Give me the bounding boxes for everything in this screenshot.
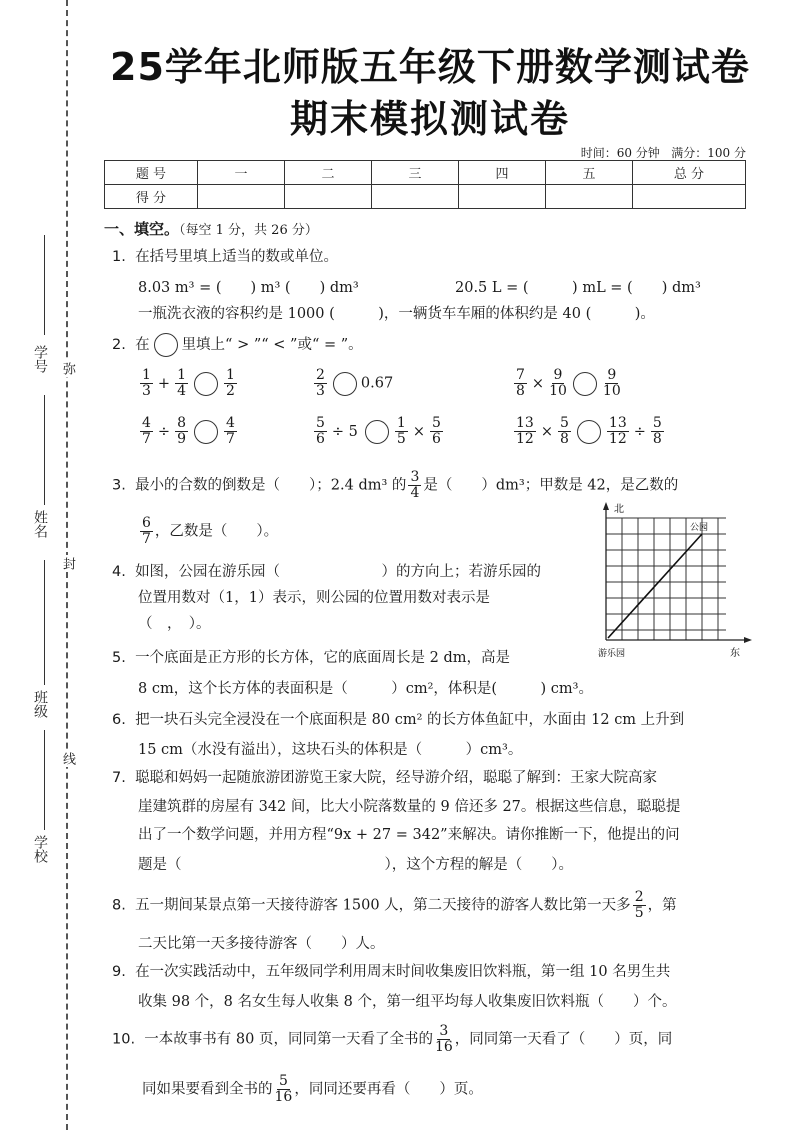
answer-circle[interactable] bbox=[365, 420, 389, 444]
q3-text-a: 最小的合数的倒数是（ ）；2.4 dm³ 的 bbox=[135, 477, 407, 494]
compare-value: 0.67 bbox=[360, 375, 394, 392]
q2-number: 2. bbox=[112, 337, 126, 353]
q2-pre: 在 bbox=[135, 337, 150, 353]
frac-den: 4 bbox=[410, 485, 420, 501]
frac-num: 13 bbox=[608, 415, 627, 431]
frac-den: 6 bbox=[431, 431, 441, 447]
q5-line-2: 8 cm，这个长方体的表面积是（ ）cm²，体积是( ) cm³。 bbox=[138, 681, 593, 697]
frac-num: 9 bbox=[607, 367, 617, 383]
th-1: 一 bbox=[198, 161, 285, 185]
th-2: 二 bbox=[285, 161, 372, 185]
q3-line-2 bbox=[138, 516, 278, 547]
frac-num: 9 bbox=[553, 367, 563, 383]
operator: + bbox=[157, 375, 171, 392]
q10-text-1b: ，同同第一天看了（ ）页，同 bbox=[454, 1031, 673, 1048]
frac-num: 5 bbox=[316, 415, 325, 431]
q1-text: 在括号里填上适当的数或单位。 bbox=[135, 249, 339, 265]
exam-title: 25学年北师版五年级下册数学测试卷 bbox=[110, 45, 750, 89]
score-value-row bbox=[105, 185, 746, 209]
side-label-xuexiao: 学校 bbox=[32, 835, 48, 863]
q2-stem bbox=[112, 333, 363, 357]
score-header-row bbox=[105, 161, 746, 185]
map-park-label: 公园 bbox=[690, 523, 709, 533]
frac-den: 5 bbox=[634, 905, 644, 921]
answer-circle[interactable] bbox=[577, 420, 601, 444]
exam-meta bbox=[581, 144, 746, 161]
q10-text-2: 同如果要看到全书的 bbox=[142, 1081, 273, 1098]
q7-line-3: 出了一个数学问题，并用方程“9x + 27 = 342”来解决。请你推断一下，他提出的问 bbox=[138, 827, 680, 843]
q2-item-6 bbox=[512, 416, 666, 447]
side-label-xuehao: 学号 bbox=[32, 345, 48, 373]
operator: × bbox=[531, 375, 545, 392]
q9-number: 9. bbox=[112, 964, 126, 980]
answer-circle[interactable] bbox=[194, 372, 218, 396]
frac-num: 1 bbox=[396, 415, 406, 431]
frac-den: 16 bbox=[274, 1089, 293, 1105]
operator: ÷ bbox=[633, 423, 646, 440]
frac-den: 8 bbox=[559, 431, 569, 447]
xuehao-rule bbox=[44, 235, 45, 335]
q6-line-2: 15 cm（水没有溢出），这块石头的体积是（ ）cm³。 bbox=[138, 742, 523, 758]
frac-den: 9 bbox=[177, 431, 186, 447]
score-cell[interactable] bbox=[198, 185, 285, 209]
frac-den: 12 bbox=[516, 431, 534, 447]
frac-num: 4 bbox=[226, 415, 235, 431]
frac-den: 6 bbox=[316, 431, 325, 447]
frac-num: 3 bbox=[410, 469, 420, 485]
q1-stem bbox=[112, 245, 338, 266]
frac-num: 5 bbox=[559, 415, 569, 431]
q3-text-b: 是（ ）dm³；甲数是 42，是乙数的 bbox=[423, 477, 679, 494]
th-3: 三 bbox=[372, 161, 459, 185]
q2-item-2 bbox=[312, 368, 393, 399]
north-arrow-icon bbox=[603, 502, 609, 510]
map-amusement-label: 游乐园 bbox=[598, 649, 626, 659]
q9-line-1 bbox=[112, 960, 670, 981]
q2-item-4 bbox=[138, 416, 239, 447]
q6-line-1 bbox=[112, 708, 684, 729]
operator: × bbox=[540, 423, 553, 440]
banji-rule bbox=[44, 560, 45, 685]
q4-number: 4. bbox=[112, 564, 126, 580]
q8-line-2: 二天比第一天多接待游客（ ）人。 bbox=[138, 936, 385, 952]
q5-number: 5. bbox=[112, 650, 126, 666]
frac-den: 3 bbox=[142, 383, 151, 399]
answer-circle[interactable] bbox=[333, 372, 357, 396]
q7-line-4: 题是（ ），这个方程的解是（ ）。 bbox=[138, 857, 573, 873]
frac-num: 5 bbox=[431, 415, 441, 431]
q8-text-1: 五一期间某景点第一天接待游客 1500 人，第二天接待的游客人数比第一天多 bbox=[135, 897, 631, 914]
frac-den: 8 bbox=[652, 431, 662, 447]
q7-text-1: 聪聪和妈妈一起随旅游团游览王家大院，经导游介绍，聪聪了解到：王家大院高家 bbox=[135, 770, 658, 786]
frac-den: 16 bbox=[434, 1039, 453, 1055]
frac-num: 1 bbox=[226, 367, 235, 383]
q2-item-3 bbox=[512, 368, 623, 399]
q9-text-1: 在一次实践活动中，五年级同学利用周末时间收集废旧饮料瓶，第一组 10 名男生共 bbox=[135, 964, 671, 980]
score-cell[interactable] bbox=[285, 185, 372, 209]
score-cell[interactable] bbox=[633, 185, 746, 209]
operator: ÷ 5 bbox=[331, 423, 358, 440]
q7-number: 7. bbox=[112, 770, 126, 786]
q5-text-1: 一个底面是正方形的长方体，它的底面周长是 2 dm，高是 bbox=[135, 650, 511, 666]
q4-line-1 bbox=[112, 560, 541, 581]
frac-num: 4 bbox=[142, 415, 151, 431]
xingming-rule bbox=[44, 395, 45, 505]
q6-number: 6. bbox=[112, 712, 126, 728]
q3-line-1 bbox=[112, 470, 678, 501]
frac-num: 1 bbox=[142, 367, 151, 383]
east-arrow-icon bbox=[744, 637, 752, 643]
side-label-xingming: 姓名 bbox=[32, 510, 48, 538]
frac-num: 5 bbox=[652, 415, 662, 431]
q10-number: 10. bbox=[112, 1031, 136, 1048]
q5-line-1 bbox=[112, 646, 510, 667]
frac-den: 12 bbox=[608, 431, 627, 447]
section-note: （每空 1 分，共 26 分） bbox=[179, 223, 318, 238]
th-4: 四 bbox=[459, 161, 546, 185]
frac-den: 10 bbox=[549, 383, 567, 399]
q1-line-c: 一瓶洗衣液的容积约是 1000 ( )，一辆货车车厢的体积约是 40 ( )。 bbox=[138, 306, 655, 322]
seal-char-xian: 线 bbox=[60, 752, 75, 765]
frac-den: 7 bbox=[226, 431, 235, 447]
q6-text-1: 把一块石头完全浸没在一个底面积是 80 cm² 的长方体鱼缸中，水面由 12 cm 上升到 bbox=[135, 712, 685, 728]
frac-den: 3 bbox=[316, 383, 325, 399]
q10-text-2b: ，同同还要再看（ ）页。 bbox=[294, 1081, 483, 1098]
frac-den: 7 bbox=[142, 431, 151, 447]
score-table bbox=[104, 160, 746, 209]
q7-line-1 bbox=[112, 766, 657, 787]
frac-num: 1 bbox=[177, 367, 186, 383]
q10-line-2 bbox=[142, 1074, 483, 1105]
q4-line-2: 位置用数对（1，1）表示，则公园的位置用数对表示是 bbox=[138, 590, 490, 606]
q1-line-a: 8.03 m³ = ( ) m³ ( ) dm³ bbox=[138, 280, 359, 296]
frac-num: 3 bbox=[439, 1023, 449, 1039]
exam-subtitle: 期末模拟测试卷 bbox=[289, 97, 570, 141]
q8-text-1b: ，第 bbox=[647, 897, 677, 914]
direction-map bbox=[596, 500, 756, 660]
q1-line-b: 20.5 L = ( ) mL = ( ) dm³ bbox=[455, 280, 701, 296]
th-5: 五 bbox=[546, 161, 633, 185]
frac-den: 2 bbox=[226, 383, 235, 399]
frac-den: 4 bbox=[177, 383, 186, 399]
th-defen: 得 分 bbox=[105, 185, 198, 209]
frac-den: 7 bbox=[142, 531, 151, 547]
map-north-label: 北 bbox=[614, 504, 624, 515]
map-east-label: 东 bbox=[730, 648, 740, 659]
answer-circle[interactable] bbox=[573, 372, 597, 396]
q3-text-c: ，乙数是（ ）。 bbox=[154, 523, 279, 540]
q3-number: 3. bbox=[112, 477, 126, 494]
q4-line-3: （ ， ）。 bbox=[138, 616, 211, 632]
q7-line-2: 崖建筑群的房屋有 342 间，比大小院落数量的 9 倍还多 27。根据这些信息，聪聪提 bbox=[138, 799, 681, 815]
frac-num: 7 bbox=[516, 367, 525, 383]
q2-item-5 bbox=[312, 416, 445, 447]
section-title: 一、填空。 bbox=[104, 220, 180, 238]
q10-text-1: 一本故事书有 80 页，同同第一天看了全书的 bbox=[144, 1031, 433, 1048]
frac-den: 10 bbox=[602, 383, 621, 399]
side-label-banji: 班级 bbox=[32, 690, 48, 718]
q2-item-1 bbox=[138, 368, 239, 399]
q8-line-1 bbox=[112, 890, 677, 921]
frac-den: 8 bbox=[516, 383, 525, 399]
frac-num: 13 bbox=[516, 415, 534, 431]
th-tihao: 题 号 bbox=[105, 161, 198, 185]
th-total: 总 分 bbox=[633, 161, 746, 185]
section-heading bbox=[104, 218, 318, 239]
seal-char-feng: 封 bbox=[60, 557, 75, 570]
score-cell[interactable] bbox=[372, 185, 459, 209]
frac-num: 8 bbox=[177, 415, 186, 431]
frac-num: 2 bbox=[316, 367, 325, 383]
frac-den: 5 bbox=[396, 431, 406, 447]
q1-number: 1. bbox=[112, 249, 126, 265]
frac-num: 5 bbox=[278, 1073, 288, 1089]
seal-char-mi: 弥 bbox=[60, 362, 75, 375]
q4-text-1: 如图，公园在游乐园（ ）的方向上；若游乐园的 bbox=[135, 564, 542, 580]
q8-number: 8. bbox=[112, 897, 126, 914]
score-cell[interactable] bbox=[546, 185, 633, 209]
score-cell[interactable] bbox=[459, 185, 546, 209]
q10-line-1 bbox=[112, 1024, 672, 1055]
frac-num: 2 bbox=[634, 889, 644, 905]
operator: × bbox=[412, 423, 425, 440]
operator: ÷ bbox=[157, 423, 171, 440]
frac-num: 6 bbox=[142, 515, 151, 531]
q9-line-2: 收集 98 个，8 名女生每人收集 8 个，第一组平均每人收集废旧饮料瓶（ ）个。 bbox=[138, 994, 677, 1010]
xuexiao-rule bbox=[44, 730, 45, 830]
answer-circle[interactable] bbox=[194, 420, 218, 444]
full-score: 满分：100 分 bbox=[671, 146, 746, 160]
compare-circle-icon bbox=[154, 333, 178, 357]
time-limit: 时间：60 分钟 bbox=[580, 146, 660, 160]
q2-post: 里填上“ > ”“ < ”或“ = ”。 bbox=[181, 337, 363, 353]
